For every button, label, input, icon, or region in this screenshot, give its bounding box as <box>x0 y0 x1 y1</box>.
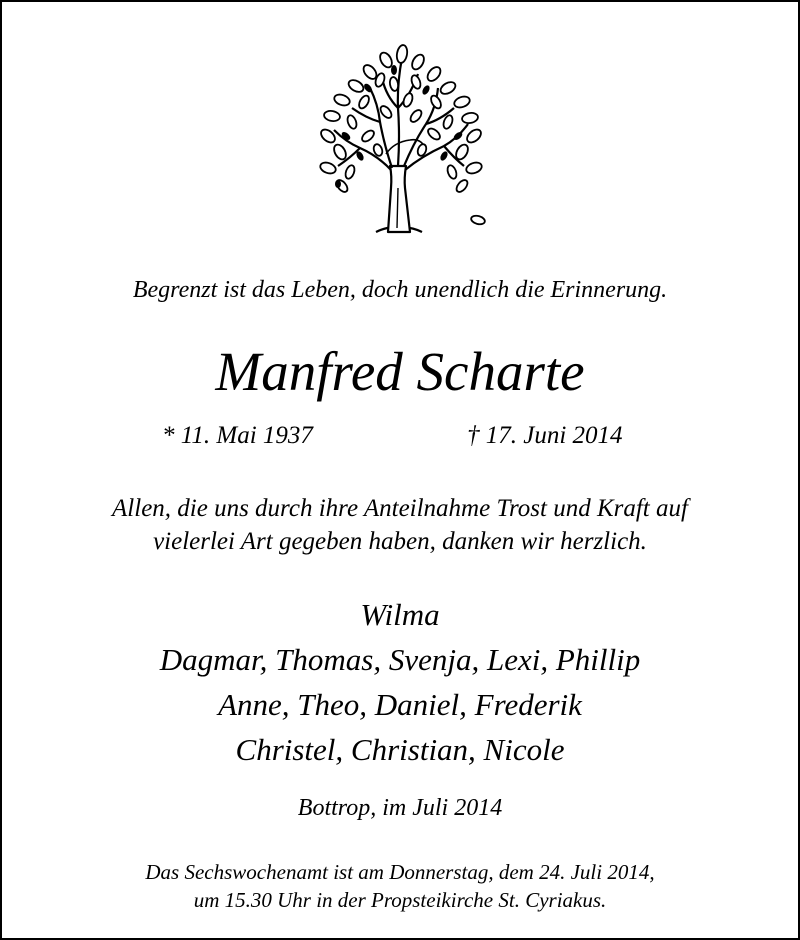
family-line: Anne, Theo, Daniel, Frederik <box>218 687 582 722</box>
service-notice <box>2 858 798 914</box>
thanks-line: vielerlei Art gegeben haben, danken wir herzlich. <box>153 528 647 555</box>
thanks-message <box>2 492 798 558</box>
family-line: Wilma <box>360 597 440 632</box>
family-line: Dagmar, Thomas, Svenja, Lexi, Phillip <box>159 642 641 677</box>
deceased-name: Manfred Scharte <box>215 341 585 402</box>
memorial-motto: Begrenzt ist das Leben, doch unendlich die Erinnerung. <box>132 277 668 303</box>
death-date: † 17. Juni 2014 <box>467 422 623 449</box>
family-line: Christel, Christian, Nicole <box>235 732 565 767</box>
thanks-line: Allen, die uns durch ihre Anteilnahme Trost und Kraft auf <box>112 495 688 522</box>
service-line: um 15.30 Uhr in der Propsteikirche St. Cyriakus. <box>193 888 607 912</box>
tree-icon <box>298 38 498 238</box>
birth-date: * 11. Mai 1937 <box>162 422 313 449</box>
service-line: Das Sechswochenamt ist am Donnerstag, dem 24. Juli 2014, <box>145 860 655 884</box>
place-date: Bottrop, im Juli 2014 <box>297 795 503 821</box>
family-names <box>2 592 798 772</box>
